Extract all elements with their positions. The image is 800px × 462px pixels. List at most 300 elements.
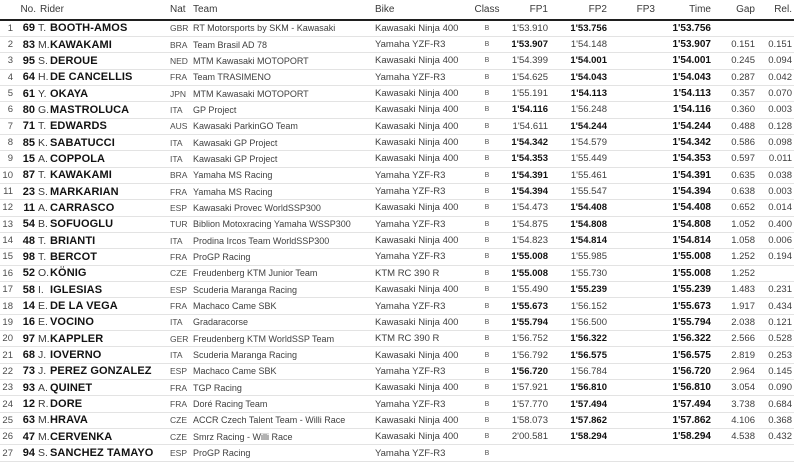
nationality-cell: ESP [170, 282, 193, 298]
rider-number-cell: 85 [16, 134, 36, 150]
fp2-time-cell: 1'54.001 [548, 53, 607, 69]
fp1-time-cell: 1'54.823 [502, 232, 548, 248]
rider-name-cell [36, 36, 170, 52]
rider-surname: MARKARIAN [50, 185, 119, 198]
bike-cell: Kawasaki Ninja 400 [373, 429, 472, 445]
class-cell: B [472, 134, 502, 150]
position-cell: 10 [0, 167, 16, 183]
rider-number-cell: 14 [16, 298, 36, 314]
rider-initial: J. [38, 365, 47, 378]
class-cell: B [472, 331, 502, 347]
rel-cell: 0.145 [755, 363, 794, 379]
result-row [0, 216, 794, 232]
class-cell: B [472, 85, 502, 101]
gap-cell: 0.488 [713, 118, 755, 134]
rider-initial: G. [38, 103, 50, 116]
bike-cell: Yamaha YZF-R3 [373, 36, 472, 52]
fp1-time-cell: 1'54.394 [502, 183, 548, 199]
best-time-cell: 1'57.494 [655, 396, 713, 412]
rider-surname: CERVENKA [50, 430, 113, 443]
fp2-time-cell: 1'54.244 [548, 118, 607, 134]
position-cell: 7 [0, 118, 16, 134]
class-cell: B [472, 167, 502, 183]
bike-cell: Kawasaki Ninja 400 [373, 412, 472, 428]
position-cell: 20 [0, 331, 16, 347]
rider-number-cell: 47 [16, 429, 36, 445]
fp1-time-cell: 2'00.581 [502, 429, 548, 445]
best-time-cell: 1'54.394 [655, 183, 713, 199]
rider-surname: COPPOLA [50, 152, 106, 165]
fp2-time-cell: 1'56.810 [548, 380, 607, 396]
fp3-time-cell [607, 249, 655, 265]
rider-surname: DE CANCELLIS [50, 71, 133, 84]
result-row [0, 69, 794, 85]
rider-name-cell [36, 265, 170, 281]
team-cell: MTM Kawasaki MOTOPORT [193, 85, 373, 101]
fp3-time-cell [607, 282, 655, 298]
bike-cell: Yamaha YZF-R3 [373, 216, 472, 232]
team-cell: Doré Racing Team [193, 396, 373, 412]
rider-number-cell: 69 [16, 20, 36, 36]
fp1-time-cell: 1'55.008 [502, 249, 548, 265]
rider-number-cell: 12 [16, 396, 36, 412]
rider-initial: I. [38, 283, 44, 296]
bike-cell: Yamaha YZF-R3 [373, 445, 472, 461]
best-time-cell: 1'54.001 [655, 53, 713, 69]
position-cell: 17 [0, 282, 16, 298]
rider-initial: T. [38, 22, 47, 35]
nationality-cell: TUR [170, 216, 193, 232]
rider-initial: A. [38, 381, 48, 394]
class-cell: B [472, 249, 502, 265]
result-row [0, 314, 794, 330]
header-rider: Rider [36, 0, 170, 20]
rider-initial: A. [38, 152, 48, 165]
rider-initial: M. [38, 38, 50, 51]
fp1-time-cell: 1'54.116 [502, 102, 548, 118]
fp3-time-cell [607, 118, 655, 134]
class-cell: B [472, 200, 502, 216]
rider-surname: EDWARDS [50, 120, 107, 133]
team-cell: Team Brasil AD 78 [193, 36, 373, 52]
nationality-cell: AUS [170, 118, 193, 134]
fp3-time-cell [607, 167, 655, 183]
result-row [0, 183, 794, 199]
rider-initial: M. [38, 430, 50, 443]
rider-number-cell: 87 [16, 167, 36, 183]
fp1-time-cell: 1'53.907 [502, 36, 548, 52]
rel-cell: 0.014 [755, 200, 794, 216]
header-gap: Gap [713, 0, 755, 20]
rider-number-cell: 58 [16, 282, 36, 298]
fp1-time-cell: 1'54.342 [502, 134, 548, 150]
position-cell: 24 [0, 396, 16, 412]
team-cell: Kawasaki GP Project [193, 134, 373, 150]
rider-initial: E. [38, 316, 48, 329]
gap-cell: 1.483 [713, 282, 755, 298]
class-cell: B [472, 282, 502, 298]
result-row [0, 167, 794, 183]
position-cell: 5 [0, 85, 16, 101]
team-cell: Scuderia Maranga Racing [193, 347, 373, 363]
gap-cell: 3.054 [713, 380, 755, 396]
rider-number-cell: 63 [16, 412, 36, 428]
result-row [0, 232, 794, 248]
fp1-time-cell: 1'54.353 [502, 151, 548, 167]
nationality-cell: GBR [170, 20, 193, 36]
fp2-time-cell: 1'57.862 [548, 412, 607, 428]
rider-initial: M. [38, 332, 50, 345]
rel-cell: 0.434 [755, 298, 794, 314]
fp2-time-cell: 1'54.043 [548, 69, 607, 85]
bike-cell: Yamaha YZF-R3 [373, 363, 472, 379]
fp2-time-cell: 1'55.730 [548, 265, 607, 281]
fp2-time-cell: 1'54.113 [548, 85, 607, 101]
fp1-time-cell: 1'56.792 [502, 347, 548, 363]
rider-surname: BRIANTI [50, 234, 96, 247]
header-team: Team [193, 0, 373, 20]
header-fp3: FP3 [607, 0, 655, 20]
rel-cell: 0.094 [755, 53, 794, 69]
fp1-time-cell: 1'54.473 [502, 200, 548, 216]
fp1-time-cell: 1'56.752 [502, 331, 548, 347]
position-cell: 11 [0, 183, 16, 199]
rider-name-cell [36, 118, 170, 134]
fp3-time-cell [607, 200, 655, 216]
rider-number-cell: 64 [16, 69, 36, 85]
position-cell: 15 [0, 249, 16, 265]
class-cell: B [472, 183, 502, 199]
fp3-time-cell [607, 85, 655, 101]
best-time-cell: 1'58.294 [655, 429, 713, 445]
rider-number-cell: 23 [16, 183, 36, 199]
result-row [0, 331, 794, 347]
rel-cell: 0.003 [755, 183, 794, 199]
gap-cell: 0.357 [713, 85, 755, 101]
class-cell: B [472, 380, 502, 396]
rel-cell: 0.038 [755, 167, 794, 183]
rider-surname: VOCINO [50, 316, 94, 329]
fp2-time-cell: 1'54.579 [548, 134, 607, 150]
nationality-cell: CZE [170, 412, 193, 428]
team-cell: GP Project [193, 102, 373, 118]
fp3-time-cell [607, 363, 655, 379]
rider-number-cell: 61 [16, 85, 36, 101]
header-fp2: FP2 [548, 0, 607, 20]
nationality-cell: FRA [170, 183, 193, 199]
fp1-time-cell: 1'53.910 [502, 20, 548, 36]
rider-name-cell [36, 445, 170, 461]
rider-surname: OKAYA [50, 87, 89, 100]
fp2-time-cell: 1'56.575 [548, 347, 607, 363]
rel-cell: 0.128 [755, 118, 794, 134]
fp2-time-cell: 1'56.152 [548, 298, 607, 314]
nationality-cell: FRA [170, 380, 193, 396]
rider-surname: MASTROLUCA [50, 103, 130, 116]
position-cell: 27 [0, 445, 16, 461]
fp2-time-cell: 1'58.294 [548, 429, 607, 445]
fp3-time-cell [607, 380, 655, 396]
gap-cell: 1.917 [713, 298, 755, 314]
team-cell: Yamaha MS Racing [193, 167, 373, 183]
header-fp1: FP1 [502, 0, 548, 20]
best-time-cell: 1'57.862 [655, 412, 713, 428]
fp1-time-cell: 1'58.073 [502, 412, 548, 428]
rider-number-cell: 48 [16, 232, 36, 248]
class-cell: B [472, 298, 502, 314]
gap-cell: 3.738 [713, 396, 755, 412]
nationality-cell: JPN [170, 85, 193, 101]
rel-cell [755, 445, 794, 461]
bike-cell: Kawasaki Ninja 400 [373, 134, 472, 150]
best-time-cell: 1'55.794 [655, 314, 713, 330]
rider-initial: B. [38, 218, 48, 231]
nationality-cell: ESP [170, 445, 193, 461]
rel-cell: 0.368 [755, 412, 794, 428]
rel-cell: 0.194 [755, 249, 794, 265]
fp3-time-cell [607, 331, 655, 347]
fp2-time-cell: 1'55.461 [548, 167, 607, 183]
fp1-time-cell: 1'57.921 [502, 380, 548, 396]
team-cell: Smrz Racing - Willi Race [193, 429, 373, 445]
best-time-cell: 1'54.408 [655, 200, 713, 216]
rider-surname: HRAVA [50, 414, 88, 427]
bike-cell: Kawasaki Ninja 400 [373, 232, 472, 248]
header-rel: Rel. [755, 0, 794, 20]
gap-cell [713, 20, 755, 36]
class-cell: B [472, 20, 502, 36]
bike-cell: Kawasaki Ninja 400 [373, 314, 472, 330]
nationality-cell: ITA [170, 134, 193, 150]
class-cell: B [472, 445, 502, 461]
fp2-time-cell: 1'56.248 [548, 102, 607, 118]
rider-number-cell: 16 [16, 314, 36, 330]
team-cell: MTM Kawasaki MOTOPORT [193, 53, 373, 69]
rel-cell: 0.432 [755, 429, 794, 445]
fp1-time-cell: 1'56.720 [502, 363, 548, 379]
rider-name-cell [36, 314, 170, 330]
fp2-time-cell: 1'54.148 [548, 36, 607, 52]
position-cell: 21 [0, 347, 16, 363]
fp3-time-cell [607, 232, 655, 248]
team-cell: ProGP Racing [193, 445, 373, 461]
fp3-time-cell [607, 102, 655, 118]
gap-cell: 2.566 [713, 331, 755, 347]
nationality-cell: BRA [170, 167, 193, 183]
rider-number-cell: 97 [16, 331, 36, 347]
result-row [0, 445, 794, 461]
position-cell: 2 [0, 36, 16, 52]
rider-number-cell: 54 [16, 216, 36, 232]
nationality-cell: CZE [170, 265, 193, 281]
rider-initial: H. [38, 71, 49, 84]
fp3-time-cell [607, 412, 655, 428]
table-header [0, 0, 794, 20]
team-cell: ProGP Racing [193, 249, 373, 265]
rel-cell: 0.253 [755, 347, 794, 363]
rider-name-cell [36, 102, 170, 118]
result-row [0, 118, 794, 134]
rider-name-cell [36, 134, 170, 150]
gap-cell: 0.360 [713, 102, 755, 118]
rider-name-cell [36, 282, 170, 298]
rider-number-cell: 71 [16, 118, 36, 134]
class-cell: B [472, 232, 502, 248]
fp2-time-cell: 1'54.808 [548, 216, 607, 232]
class-cell: B [472, 102, 502, 118]
rider-name-cell [36, 151, 170, 167]
best-time-cell: 1'55.008 [655, 249, 713, 265]
fp3-time-cell [607, 396, 655, 412]
result-row [0, 298, 794, 314]
fp3-time-cell [607, 134, 655, 150]
bike-cell: Yamaha YZF-R3 [373, 183, 472, 199]
team-cell: Kawasaki Provec WorldSSP300 [193, 200, 373, 216]
gap-cell: 0.597 [713, 151, 755, 167]
best-time-cell: 1'54.391 [655, 167, 713, 183]
fp1-time-cell: 1'55.490 [502, 282, 548, 298]
rel-cell: 0.121 [755, 314, 794, 330]
rider-initial: T. [38, 234, 47, 247]
rider-name-cell [36, 216, 170, 232]
rider-surname: IOVERNO [50, 349, 102, 362]
rider-initial: K. [38, 136, 48, 149]
class-cell: B [472, 151, 502, 167]
gap-cell: 0.151 [713, 36, 755, 52]
result-row [0, 347, 794, 363]
position-cell: 9 [0, 151, 16, 167]
class-cell: B [472, 69, 502, 85]
result-row [0, 249, 794, 265]
nationality-cell: ITA [170, 314, 193, 330]
fp1-time-cell: 1'54.399 [502, 53, 548, 69]
best-time-cell: 1'54.116 [655, 102, 713, 118]
class-cell: B [472, 412, 502, 428]
team-cell: Gradaracorse [193, 314, 373, 330]
result-row [0, 200, 794, 216]
rel-cell: 0.528 [755, 331, 794, 347]
nationality-cell: BRA [170, 36, 193, 52]
class-cell: B [472, 347, 502, 363]
rider-name-cell [36, 232, 170, 248]
bike-cell: Yamaha YZF-R3 [373, 396, 472, 412]
best-time-cell [655, 445, 713, 461]
fp3-time-cell [607, 69, 655, 85]
result-row [0, 412, 794, 428]
fp3-time-cell [607, 36, 655, 52]
best-time-cell: 1'53.756 [655, 20, 713, 36]
rider-number-cell: 98 [16, 249, 36, 265]
nationality-cell: ESP [170, 363, 193, 379]
gap-cell: 0.586 [713, 134, 755, 150]
bike-cell: Kawasaki Ninja 400 [373, 53, 472, 69]
nationality-cell: FRA [170, 396, 193, 412]
result-row [0, 265, 794, 281]
rider-initial: O. [38, 267, 50, 280]
gap-cell: 0.652 [713, 200, 755, 216]
rider-surname: CARRASCO [50, 201, 115, 214]
nationality-cell: ITA [170, 232, 193, 248]
rider-surname: SOFUOGLU [50, 218, 114, 231]
rider-surname: KAWAKAMI [50, 38, 112, 51]
fp2-time-cell: 1'53.756 [548, 20, 607, 36]
rel-cell: 0.003 [755, 102, 794, 118]
fp3-time-cell [607, 314, 655, 330]
rider-initial: A. [38, 201, 48, 214]
rider-number-cell: 93 [16, 380, 36, 396]
fp1-time-cell: 1'55.794 [502, 314, 548, 330]
best-time-cell: 1'54.043 [655, 69, 713, 85]
position-cell: 25 [0, 412, 16, 428]
nationality-cell: CZE [170, 429, 193, 445]
position-cell: 6 [0, 102, 16, 118]
best-time-cell: 1'54.244 [655, 118, 713, 134]
gap-cell: 4.538 [713, 429, 755, 445]
fp1-time-cell: 1'55.673 [502, 298, 548, 314]
fp2-time-cell: 1'56.784 [548, 363, 607, 379]
gap-cell: 1.058 [713, 232, 755, 248]
gap-cell: 4.106 [713, 412, 755, 428]
rel-cell: 0.070 [755, 85, 794, 101]
nationality-cell: FRA [170, 249, 193, 265]
rider-name-cell [36, 249, 170, 265]
rider-surname: KÖNIG [50, 267, 87, 280]
fp2-time-cell: 1'54.408 [548, 200, 607, 216]
result-row [0, 282, 794, 298]
class-cell: B [472, 53, 502, 69]
rel-cell: 0.151 [755, 36, 794, 52]
rider-surname: IGLESIAS [50, 283, 103, 296]
nationality-cell: ITA [170, 151, 193, 167]
rider-initial: J. [38, 349, 47, 362]
fp2-time-cell: 1'56.322 [548, 331, 607, 347]
rider-name-cell [36, 183, 170, 199]
rider-name-cell [36, 412, 170, 428]
gap-cell: 0.635 [713, 167, 755, 183]
rider-initial: R. [38, 398, 49, 411]
header-number: No. [16, 0, 36, 20]
team-cell: Scuderia Maranga Racing [193, 282, 373, 298]
fp1-time-cell: 1'55.008 [502, 265, 548, 281]
position-cell: 13 [0, 216, 16, 232]
bike-cell: Yamaha YZF-R3 [373, 69, 472, 85]
bike-cell: Kawasaki Ninja 400 [373, 347, 472, 363]
header-position [0, 0, 16, 20]
rider-name-cell [36, 347, 170, 363]
rel-cell: 0.011 [755, 151, 794, 167]
fp3-time-cell [607, 445, 655, 461]
nationality-cell: ITA [170, 347, 193, 363]
result-row [0, 380, 794, 396]
position-cell: 12 [0, 200, 16, 216]
rider-surname: SABATUCCI [50, 136, 115, 149]
best-time-cell: 1'56.322 [655, 331, 713, 347]
result-row [0, 363, 794, 379]
fp2-time-cell: 1'55.239 [548, 282, 607, 298]
fp1-time-cell [502, 445, 548, 461]
rider-number-cell: 94 [16, 445, 36, 461]
best-time-cell: 1'56.720 [655, 363, 713, 379]
team-cell: ACCR Czech Talent Team - Willi Race [193, 412, 373, 428]
team-cell: Prodina Ircos Team WorldSSP300 [193, 232, 373, 248]
rel-cell: 0.006 [755, 232, 794, 248]
rider-name-cell [36, 363, 170, 379]
fp1-time-cell: 1'54.625 [502, 69, 548, 85]
result-row [0, 396, 794, 412]
fp3-time-cell [607, 298, 655, 314]
gap-cell: 2.038 [713, 314, 755, 330]
result-row [0, 134, 794, 150]
